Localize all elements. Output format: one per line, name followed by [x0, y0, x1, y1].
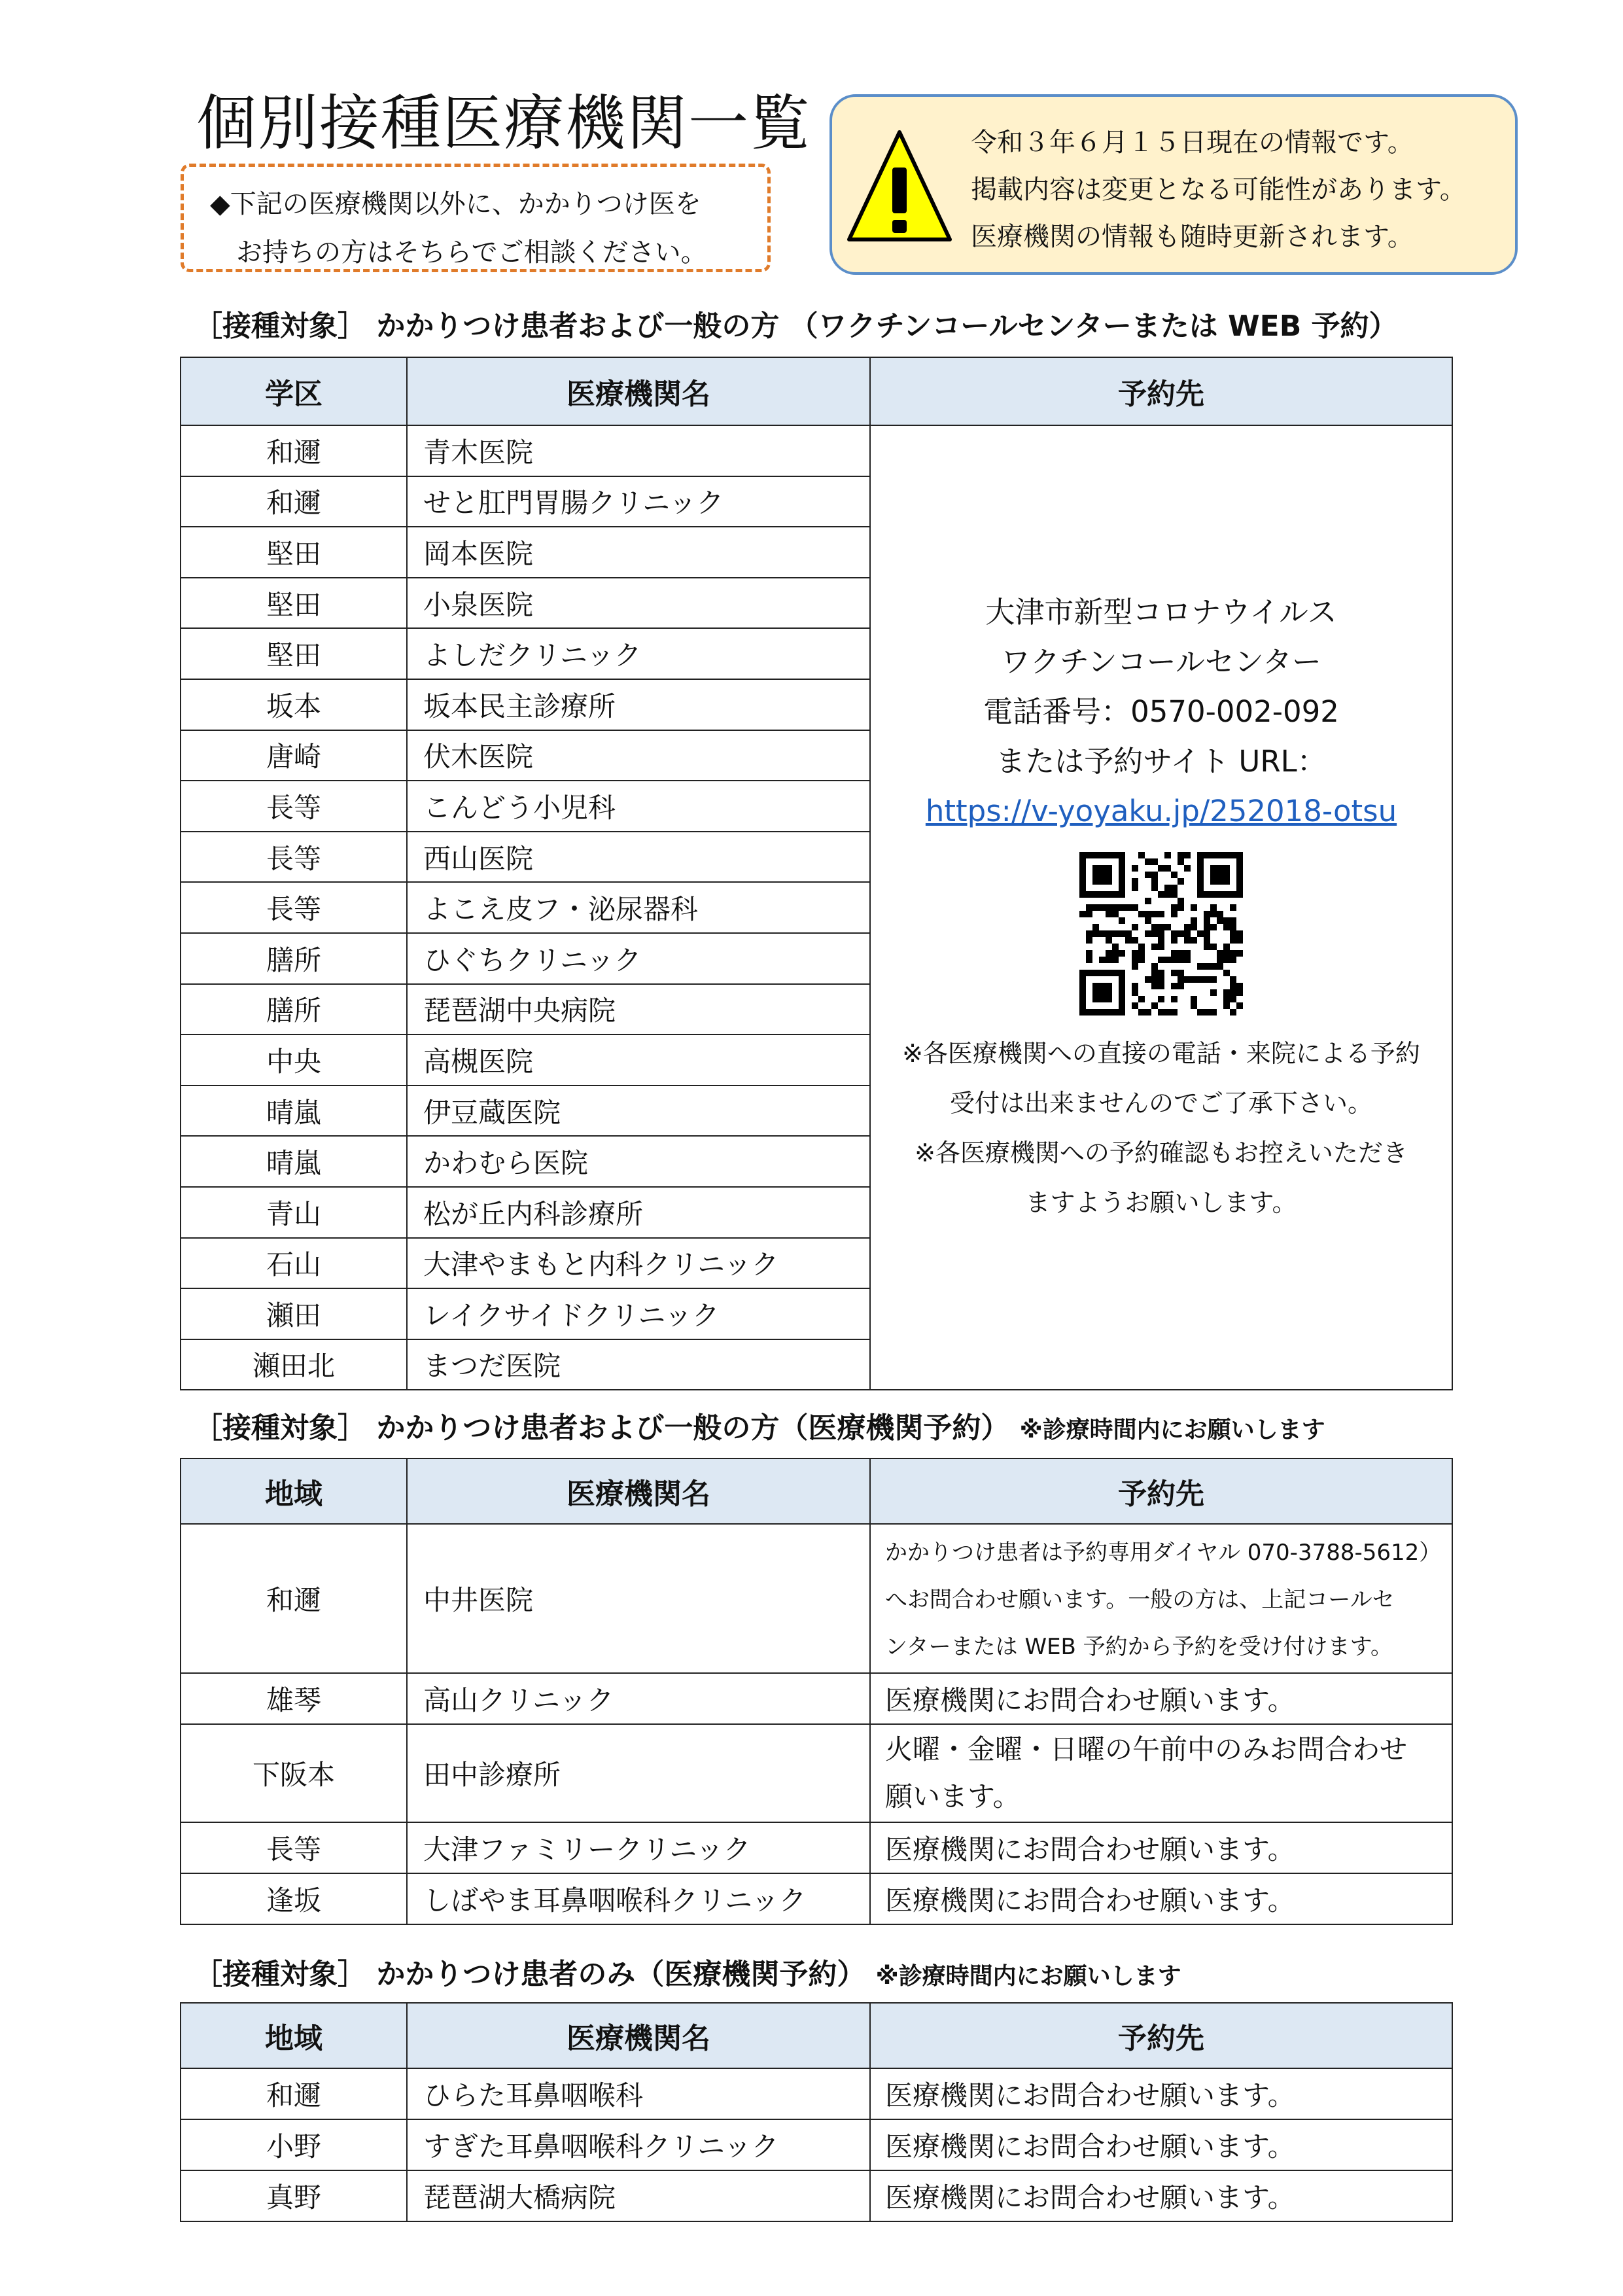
notice-line-2: お持ちの方はそちらでご相談ください。: [236, 238, 707, 268]
district-cell: 晴嵐: [181, 1086, 407, 1137]
region-cell: 真野: [181, 2170, 407, 2221]
reservation-cell: 医療機関にお問合わせ願います。: [870, 2170, 1452, 2221]
page-title: 個別接種医療機関一覧: [196, 88, 812, 158]
institution-cell: せと肛門胃腸クリニック: [407, 476, 870, 527]
institution-cell: ひぐちクリニック: [407, 933, 870, 984]
institution-cell: 西山医院: [407, 832, 870, 883]
institution-cell: 小泉医院: [407, 578, 870, 629]
col-header-institution: 医療機関名: [407, 2003, 870, 2068]
section2-heading: ［接種対象］ かかりつけ患者および一般の方（医療機関予約）: [194, 1411, 1010, 1445]
institution-cell: 松が丘内科診療所: [407, 1187, 870, 1238]
institution-cell: 青木医院: [407, 425, 870, 476]
section1-heading: ［接種対象］ かかりつけ患者および一般の方 （ワクチンコールセンターまたは WEB 予約）: [194, 309, 1398, 343]
district-cell: 堅田: [181, 527, 407, 578]
call-center-line-2: ワクチンコールセンター: [1000, 645, 1322, 680]
region-cell: 和邇: [181, 2068, 407, 2119]
district-cell: 坂本: [181, 679, 407, 730]
institution-cell: 坂本民主診療所: [407, 679, 870, 730]
reservation-cell: [870, 425, 1452, 1390]
col-header-district: 学区: [181, 357, 407, 425]
institution-cell: 田中診療所: [407, 1724, 870, 1822]
district-cell: 長等: [181, 882, 407, 933]
info-box: [829, 94, 1518, 275]
region-cell: 和邇: [181, 1524, 407, 1673]
district-cell: 石山: [181, 1238, 407, 1289]
table-row: [181, 1822, 1452, 1873]
institution-cell: 大津やまもと内科クリニック: [407, 1238, 870, 1289]
region-cell: 下阪本: [181, 1724, 407, 1822]
col-header-reservation: 予約先: [870, 2003, 1452, 2068]
site-label: または予約サイト URL：: [996, 744, 1327, 779]
district-cell: 和邇: [181, 425, 407, 476]
institution-cell: かわむら医院: [407, 1136, 870, 1187]
reservation-line: 火曜・金曜・日曜の午前中のみお問合わせ: [885, 1733, 1408, 1765]
section1-table: [180, 357, 1453, 1390]
table-row: [181, 2170, 1452, 2221]
institution-cell: 伏木医院: [407, 730, 870, 781]
col-header-region: 地域: [181, 1458, 407, 1524]
reservation-line: ンターまたは WEB 予約から予約を受け付けます。: [885, 1634, 1393, 1660]
caution-line-3: ※各医療機関への予約確認もお控えいただき: [915, 1139, 1408, 1168]
call-center-line-1: 大津市新型コロナウイルス: [985, 595, 1337, 630]
district-cell: 瀬田: [181, 1288, 407, 1339]
notice-line-1: ◆下記の医療機関以外に、かかりつけ医を: [210, 189, 701, 219]
institution-cell: こんどう小児科: [407, 781, 870, 832]
reservation-cell: 医療機関にお問合わせ願います。: [870, 2068, 1452, 2119]
table-row: [181, 1873, 1452, 1924]
district-cell: 堅田: [181, 628, 407, 679]
institution-cell: 高槻医院: [407, 1034, 870, 1086]
section3-heading-wrap: [194, 1951, 1181, 1992]
district-cell: 膳所: [181, 933, 407, 984]
institution-cell: 中井医院: [407, 1524, 870, 1673]
district-cell: 膳所: [181, 984, 407, 1035]
institution-cell: しばやま耳鼻咽喉科クリニック: [407, 1873, 870, 1924]
caution-line-1: ※各医療機関への直接の電話・来院による予約: [902, 1039, 1420, 1069]
section3-table: [180, 2002, 1453, 2222]
reservation-cell: [870, 1524, 1452, 1673]
district-cell: 唐崎: [181, 730, 407, 781]
district-cell: 瀬田北: [181, 1339, 407, 1390]
reservation-line: へお問合わせ願います。一般の方は、上記コールセ: [885, 1587, 1395, 1613]
section2-table: [180, 1458, 1453, 1925]
phone-number: 電話番号：0570-002-092: [983, 694, 1339, 730]
institution-cell: 琵琶湖中央病院: [407, 984, 870, 1035]
region-cell: 長等: [181, 1822, 407, 1873]
table-row: [181, 2119, 1452, 2170]
table-row: [181, 1724, 1452, 1822]
notice-box: [181, 164, 771, 272]
region-cell: 雄琴: [181, 1673, 407, 1724]
region-cell: 逢坂: [181, 1873, 407, 1924]
district-cell: 晴嵐: [181, 1136, 407, 1187]
district-cell: 長等: [181, 832, 407, 883]
col-header-institution: 医療機関名: [407, 357, 870, 425]
institution-cell: 琵琶湖大橋病院: [407, 2170, 870, 2221]
institution-cell: ひらた耳鼻咽喉科: [407, 2068, 870, 2119]
table-row: [181, 1673, 1452, 1724]
reservation-cell: 医療機関にお問合わせ願います。: [870, 1673, 1452, 1724]
institution-cell: すぎた耳鼻咽喉科クリニック: [407, 2119, 870, 2170]
region-cell: 小野: [181, 2119, 407, 2170]
institution-cell: 伊豆蔵医院: [407, 1086, 870, 1137]
reservation-line: 願います。: [885, 1780, 1021, 1812]
district-cell: 中央: [181, 1034, 407, 1086]
caution-line-2: 受付は出来ませんのでご了承下さい。: [949, 1089, 1372, 1118]
institution-cell: 岡本医院: [407, 527, 870, 578]
district-cell: 堅田: [181, 578, 407, 629]
col-header-institution: 医療機関名: [407, 1458, 870, 1524]
reservation-cell: [870, 1724, 1452, 1822]
section3-heading: ［接種対象］ かかりつけ患者のみ（医療機関予約）: [194, 1958, 866, 1991]
section2-heading-wrap: [194, 1404, 1325, 1446]
reservation-cell: 医療機関にお問合わせ願います。: [870, 1822, 1452, 1873]
reservation-cell: 医療機関にお問合わせ願います。: [870, 1873, 1452, 1924]
institution-cell: よこえ皮フ・泌尿器科: [407, 882, 870, 933]
reservation-cell: 医療機関にお問合わせ願います。: [870, 2119, 1452, 2170]
section3-heading-note: ※診療時間内にお願いします: [875, 1963, 1181, 1990]
district-cell: 和邇: [181, 476, 407, 527]
info-line-1: 令和３年６月１５日現在の情報です。: [971, 128, 1414, 158]
warning-triangle-icon: [845, 128, 954, 246]
institution-cell: 高山クリニック: [407, 1673, 870, 1724]
institution-cell: レイクサイドクリニック: [407, 1288, 870, 1339]
district-cell: 青山: [181, 1187, 407, 1238]
section2-heading-note: ※診療時間内にお願いします: [1019, 1417, 1325, 1443]
col-header-reservation: 予約先: [870, 357, 1452, 425]
call-center-info: [871, 588, 1452, 1227]
district-cell: 長等: [181, 781, 407, 832]
reservation-site-link[interactable]: https://v-yoyaku.jp/252018-otsu: [925, 794, 1397, 829]
reservation-line: かかりつけ患者は予約専用ダイヤル 070-3788-5612）: [885, 1540, 1442, 1566]
col-header-region: 地域: [181, 2003, 407, 2068]
table-row: [181, 425, 1452, 476]
table-row: [181, 1524, 1452, 1673]
info-line-3: 医療機関の情報も随時更新されます。: [971, 222, 1414, 252]
qr-code-icon: [1079, 852, 1243, 1016]
table-row: [181, 2068, 1452, 2119]
col-header-reservation: 予約先: [870, 1458, 1452, 1524]
institution-cell: まつだ医院: [407, 1339, 870, 1390]
caution-line-4: ますようお願いします。: [1025, 1188, 1297, 1218]
info-line-2: 掲載内容は変更となる可能性があります。: [971, 175, 1466, 205]
institution-cell: 大津ファミリークリニック: [407, 1822, 870, 1873]
institution-cell: よしだクリニック: [407, 628, 870, 679]
